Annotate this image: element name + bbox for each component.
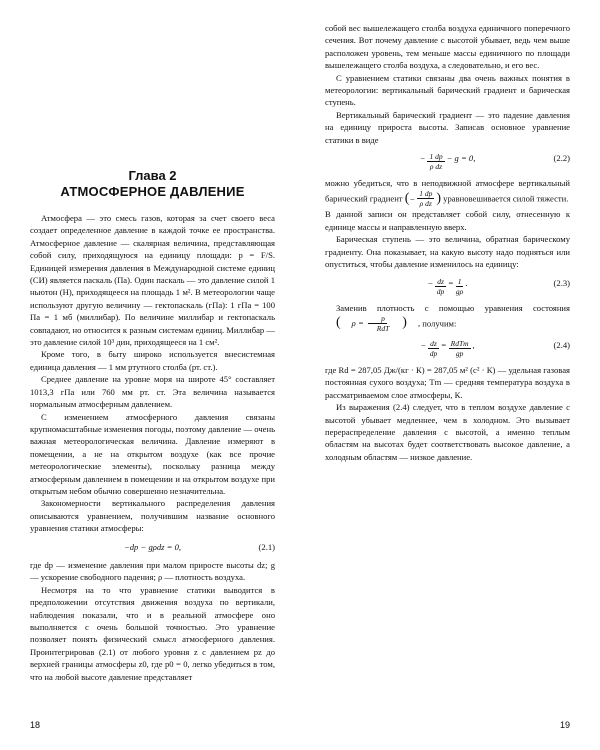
paragraph: Атмосфера — это смесь газов, которая за счет своего веса создает определенное давление в каждой точке ее пространства. Атмосферное давление — скалярная величина, представляющая собой силу, приходящуюся на единицу площади: p = F/S. Единицей измерения давления в Международной системе единиц (СИ) является паскаль (Па). Один паскаль — это давление силой 1 ньютон (Н), приходящееся на площадь 1 м². В метеорологии чаще используют другую величину — гектопаскаль (гПа): 1 гПа = 100 Па = 1 мб (миллибар). По величине миллибар и гектопаскаль совпадают, но относится к разным системам единиц. Миллибар — это давление силой 10³ дин, приходящееся на 1 см².: [30, 213, 275, 348]
paragraph: Несмотря на то что уравнение статики выводится в предположении отсутствия движения воздуха по вертикали, наблюдения показали, что и в реальной атмосфере оно выполняется с очень большой точностью. Это уравнение позволяет понять физический смысл атмосферного давления. Проинтегрировав (2.1) от любого уровня z с давлением pz до верхней границы атмосферы z0, где p0 = 0, легко убедиться в том, что на любой высоте давление представляет: [30, 584, 275, 682]
fraction-numerator: dz: [437, 276, 444, 286]
right-text-column: [325, 22, 570, 463]
paragraph: собой вес вышележащего столба воздуха единичного поперечного сечения. Вот почему давление с высотой убывает, ведь чем выше расположен уровень, тем меньше массы единичного по площади вышележащего столба воздуха, а следовательно, и его вес.: [325, 23, 570, 71]
paragraph: [325, 177, 570, 208]
fraction-numerator: 1 dp: [419, 189, 433, 199]
fraction-numerator: RdTm: [450, 338, 469, 348]
equation-equals: =: [447, 277, 454, 288]
paragraph: Закономерности вертикального распределения давления описываются уравнением, получившим название основного уравнения статики атмосферы:: [30, 498, 275, 534]
equation-2-2: [325, 152, 570, 171]
fraction-numerator: p: [368, 314, 387, 324]
inline-state-formula: ( ρ = $\frac{p}{\text{RdT}}$ ) ,: [336, 313, 421, 333]
paragraph: В данной записи он представляет собой силу, отнесенную к единице массы и направленную вверх.: [325, 209, 570, 232]
fraction-numerator: 1: [457, 276, 462, 286]
equation-number: (2.4): [553, 339, 570, 350]
equation-rhs: − g = 0,: [446, 153, 476, 164]
equation-sign: −: [427, 277, 434, 288]
equation-2-1: [30, 541, 275, 553]
text-span: получим:: [422, 318, 457, 329]
equation-number: (2.3): [553, 277, 570, 288]
fraction-denominator: ρ dz: [419, 199, 432, 209]
chapter-title: АТМОСФЕРНОЕ ДАВЛЕНИЕ: [60, 184, 245, 199]
page-number-right: 19: [559, 720, 570, 730]
equation-number: (2.1): [258, 541, 275, 552]
paragraph: Барическая ступень — это величина, обратная барическому градиенту. Она показывает, на какую высоту надо подняться или опуститься, чтобы давление изменилось на единицу:: [325, 234, 570, 270]
fraction: [417, 189, 434, 208]
left-text-column: [30, 212, 275, 683]
page-number-left: 18: [30, 720, 41, 730]
fraction-denominator: gρ: [455, 286, 464, 296]
paragraph: Среднее давление на уровне моря на широте 45° составляет 1013,3 гПа или 760 мм рт. ст. Эта величина называется нормальным атмосферным давлением.: [30, 374, 275, 410]
fraction: [449, 339, 471, 358]
equation-sign: −: [419, 153, 426, 164]
paragraph: где Rd = 287,05 Дж/(кг · К) = 287,05 м² (с² · К) — удельная газовая постоянная сухого воздуха; Tm — средняя температура воздуха в рассматриваемом слое атмосферы, К.: [325, 364, 570, 400]
equation-end: .: [465, 277, 468, 288]
paragraph: где dp — изменение давления при малом приросте высоты dz; g — ускорение свободного падения; ρ — плотность воздуха.: [30, 559, 275, 583]
equation-2-4: [325, 339, 570, 358]
fraction-numerator: dz: [430, 338, 437, 348]
fraction-denominator: dp: [429, 348, 438, 358]
text-span: Заменив плотность с помощью уравнения состояния: [336, 302, 570, 313]
fraction-numerator: 1 dp: [429, 152, 443, 162]
inline-gradient-formula: ( − $\frac{1 dp}{\text{ρ dz}}$ ): [404, 189, 441, 209]
paragraph: Кроме того, в быту широко используется внесистемная единица давления — 1 мм ртутного столба (рт. ст.).: [30, 349, 275, 372]
fraction-denominator: gp: [455, 348, 464, 358]
fraction: [427, 152, 444, 171]
paragraph: [325, 302, 570, 333]
fraction: [456, 277, 464, 296]
fraction-denominator: RdT: [376, 323, 390, 333]
paragraph: Вертикальный барический градиент — это падение давления на единицу прироста высоты. Записав основное уравнение статики в виде: [325, 109, 570, 145]
chapter-number: Глава 2: [128, 168, 177, 183]
equation-2-3: [325, 277, 570, 296]
text-span: уравновешивается силой тяжести.: [443, 193, 569, 204]
fraction: [435, 277, 446, 296]
equation-sign: −: [420, 339, 427, 350]
fraction: [428, 339, 439, 358]
paragraph: С уравнением статики связаны два очень важных понятия в метеорологии: вертикальный барический градиент и барическая ступень.: [325, 72, 570, 108]
fraction-denominator: ρ dz: [429, 162, 443, 172]
text-span: можно убедиться, что в неподвижной атмосфере вертикальный барический градиент: [325, 178, 570, 204]
equation-equals: =: [440, 339, 447, 350]
right-page: [300, 0, 600, 750]
fraction: [366, 314, 390, 333]
fraction-denominator: dp: [436, 286, 445, 296]
paragraph: Из выражения (2.4) следует, что в теплом воздухе давление с высотой убывает медленнее, чем в холодном. Это вызывает перераспределение давления с высотой, а именно теплым областям на высотах будет соответствовать высокое давление, а холодным областям — низкое давление.: [325, 402, 570, 462]
equation-formula: −dp − gρdz = 0,: [123, 541, 182, 552]
paragraph: С изменением атмосферного давления связаны крупномасштабные изменения погоды, поэтому давление — очень важная метеорологическая величина. Давление измеряют в помещении, а не на открытом воздухе (как все прочие метеорологические элементы), поскольку разница между атмосферным давлением в помещении и на открытом воздухе при открытым небом обычно совершенно незначительна.: [30, 411, 275, 496]
equation-end: ,: [472, 339, 475, 350]
equation-number: (2.2): [553, 153, 570, 164]
chapter-heading: [30, 168, 275, 200]
